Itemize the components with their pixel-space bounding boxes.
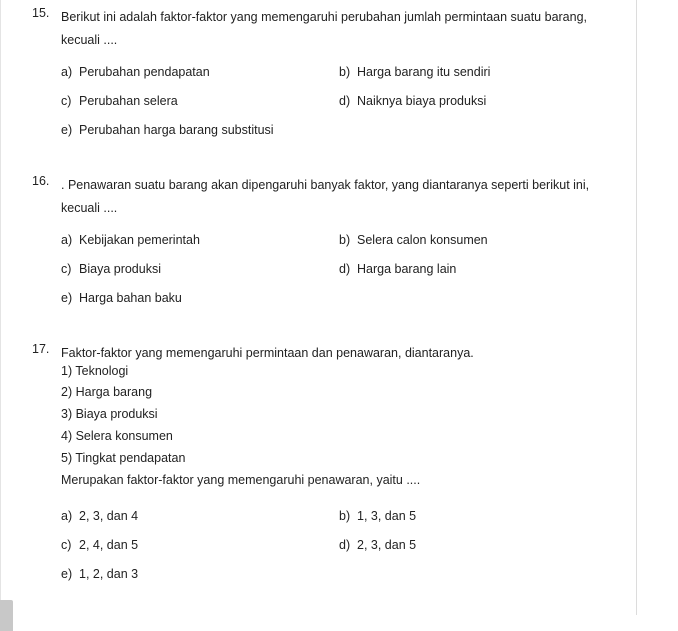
option-letter: a)	[61, 65, 73, 79]
option-15-b[interactable]	[339, 65, 490, 79]
question-text	[61, 6, 621, 52]
question-line: Berikut ini adalah faktor-faktor yang memengaruhi perubahan jumlah permintaan suatu barang,	[61, 10, 588, 24]
option-letter: e)	[61, 123, 73, 137]
question-line: kecuali ....	[61, 201, 118, 215]
option-letter: b)	[339, 65, 351, 79]
option-letter: b)	[339, 509, 351, 523]
option-16-d[interactable]	[339, 262, 456, 276]
option-text: 1, 2, dan 3	[79, 567, 139, 581]
option-letter: c)	[61, 538, 72, 552]
option-17-e[interactable]	[61, 567, 138, 581]
option-text: Perubahan selera	[79, 94, 178, 108]
option-15-a[interactable]	[61, 65, 210, 79]
question-text	[61, 174, 621, 220]
option-15-c[interactable]	[61, 94, 178, 108]
list-item: 1) Teknologi	[61, 364, 129, 378]
option-text: Kebijakan pemerintah	[79, 233, 200, 247]
option-17-d[interactable]	[339, 538, 416, 552]
question-line: Faktor-faktor yang memengaruhi permintaan dan penawaran, diantaranya.	[61, 346, 474, 360]
option-text: Harga barang lain	[357, 262, 457, 276]
option-letter: c)	[61, 262, 72, 276]
option-15-e[interactable]	[61, 123, 274, 137]
option-text: Selera calon konsumen	[357, 233, 488, 247]
option-letter: d)	[339, 538, 351, 552]
question-number: 17.	[32, 342, 50, 356]
option-text: Perubahan pendapatan	[79, 65, 210, 79]
option-16-a[interactable]	[61, 233, 200, 247]
option-17-b[interactable]	[339, 509, 416, 523]
option-text: 2, 3, dan 5	[357, 538, 417, 552]
option-16-c[interactable]	[61, 262, 161, 276]
option-letter: c)	[61, 94, 72, 108]
option-text: 2, 3, dan 4	[79, 509, 139, 523]
list-item: 2) Harga barang	[61, 385, 153, 399]
option-text: Harga bahan baku	[79, 291, 182, 305]
option-text: Perubahan harga barang substitusi	[79, 123, 274, 137]
option-letter: d)	[339, 94, 351, 108]
page-left-border	[0, 0, 1, 631]
question-line: . Penawaran suatu barang akan dipengaruhi banyak faktor, yang diantaranya seperti berikut ini,	[61, 178, 590, 192]
question-number: 15.	[32, 6, 50, 20]
option-text: Naiknya biaya produksi	[357, 94, 487, 108]
list-item: 3) Biaya produksi	[61, 407, 158, 421]
question-prompt: Merupakan faktor-faktor yang memengaruhi penawaran, yaitu ....	[61, 473, 421, 487]
option-letter: e)	[61, 291, 73, 305]
question-text	[61, 342, 621, 365]
option-text: Harga barang itu sendiri	[357, 65, 491, 79]
list-item: 4) Selera konsumen	[61, 429, 173, 443]
option-text: 2, 4, dan 5	[79, 538, 139, 552]
option-16-e[interactable]	[61, 291, 182, 305]
question-line: kecuali ....	[61, 33, 118, 47]
question-number: 16.	[32, 174, 50, 188]
option-15-d[interactable]	[339, 94, 486, 108]
option-letter: d)	[339, 262, 351, 276]
scroll-thumb[interactable]	[0, 600, 13, 631]
list-item: 5) Tingkat pendapatan	[61, 451, 186, 465]
option-letter: a)	[61, 509, 73, 523]
option-17-a[interactable]	[61, 509, 138, 523]
option-letter: e)	[61, 567, 73, 581]
option-letter: b)	[339, 233, 351, 247]
page-right-border	[636, 0, 637, 615]
option-16-b[interactable]	[339, 233, 488, 247]
option-text: 1, 3, dan 5	[357, 509, 417, 523]
option-letter: a)	[61, 233, 73, 247]
option-17-c[interactable]	[61, 538, 138, 552]
option-text: Biaya produksi	[79, 262, 161, 276]
